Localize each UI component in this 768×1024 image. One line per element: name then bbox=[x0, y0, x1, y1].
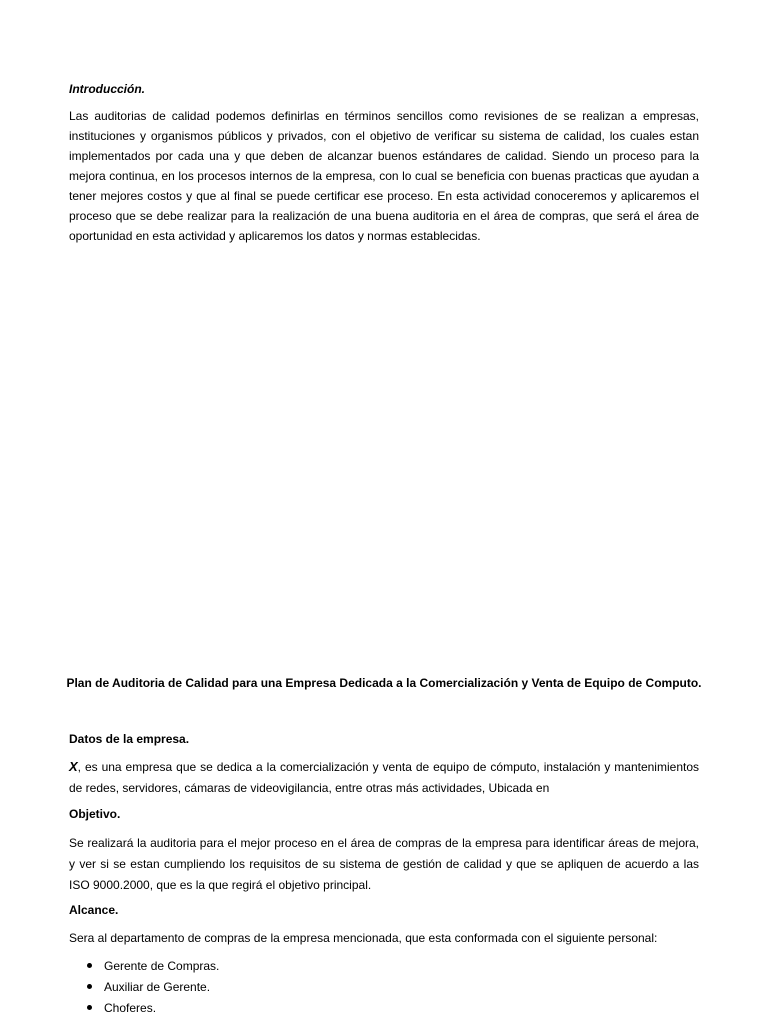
objective-paragraph: Se realizará la auditoria para el mejor proceso en el área de compras de la empresa para identificar áreas de mejora, y ver si se estan cumpliendo los requisitos de su sistema de gestión de calidad y que se apliquen de acuerdo a las ISO 9000.2000, que es la que regirá el objetivo principal. bbox=[69, 836, 699, 892]
introduction-paragraph: Las auditorias de calidad podemos definirlas en términos sencillos como revisiones de se realizan a empresas, instituciones y organismos públicos y privados, con el objetivo de verificar su sistema de calidad, los cuales estan implementados por cada una y que deben de alcanzar buenos estándares de calidad. Siendo un proceso para la mejora continua, en los procesos internos de la empresa, con lo cual se beneficia con buenas practicas que ayudan a tener mejores costos y que al final se puede certificar ese proceso. En esta actividad conoceremos y aplicaremos el proceso que se debe realizar para la realización de una buena auditoria en el área de compras, que será el área de oportunidad en esta actividad y aplicaremos los datos y normas establecidas. bbox=[69, 109, 699, 243]
objective-heading: Objetivo. bbox=[69, 807, 121, 821]
list-item bbox=[85, 1000, 219, 1021]
company-description: , es una empresa que se dedica a la comercialización y venta de equipo de cómputo, instalación y mantenimientos de redes, servidores, cámaras de videovigilancia, entre otras más actividades, Ubicada en bbox=[69, 760, 699, 795]
company-data-paragraph bbox=[69, 756, 699, 799]
staff-item-label: Choferes. bbox=[104, 1001, 157, 1015]
company-name-mark: X bbox=[69, 759, 78, 774]
scope-paragraph: Sera al departamento de compras de la empresa mencionada, que esta conformada con el siguiente personal: bbox=[69, 931, 658, 945]
company-data-heading: Datos de la empresa. bbox=[69, 732, 190, 746]
staff-list bbox=[85, 958, 219, 1021]
list-item bbox=[85, 979, 219, 1000]
scope-heading: Alcance. bbox=[69, 903, 119, 917]
list-item bbox=[85, 958, 219, 979]
staff-item-label: Gerente de Compras. bbox=[104, 959, 220, 973]
bullet-icon bbox=[87, 984, 92, 989]
staff-item-label: Auxiliar de Gerente. bbox=[104, 980, 211, 994]
bullet-icon bbox=[87, 1005, 92, 1010]
plan-title: Plan de Auditoria de Calidad para una Empresa Dedicada a la Comercialización y Venta de Equipo de Computo. bbox=[66, 676, 702, 690]
introduction-heading: Introducción. bbox=[69, 82, 145, 96]
bullet-icon bbox=[87, 963, 92, 968]
